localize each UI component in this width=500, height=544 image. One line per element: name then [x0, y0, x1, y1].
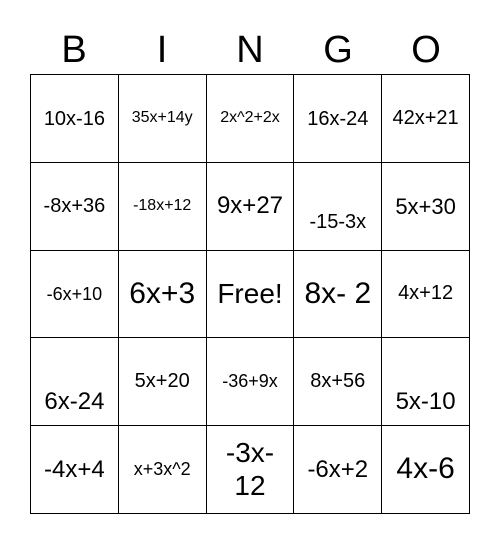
- bingo-cell-text: Free!: [217, 277, 283, 309]
- bingo-cell-r1c3[interactable]: [207, 75, 295, 163]
- bingo-cell-text: 35x+14y: [131, 109, 193, 126]
- bingo-cell-r1c1[interactable]: [31, 75, 119, 163]
- bingo-cell-r5c1[interactable]: [31, 426, 119, 514]
- bingo-cell-text: -4x+4: [44, 455, 105, 483]
- bingo-cell-r2c4[interactable]: [294, 163, 382, 251]
- bingo-cell-text: -6x+2: [307, 455, 369, 483]
- bingo-header: [30, 26, 470, 74]
- bingo-cell-r2c5[interactable]: [382, 163, 470, 251]
- bingo-cell-text: -15-3x: [309, 210, 367, 233]
- bingo-cell-text: 5x+30: [395, 193, 456, 219]
- bingo-cell-r4c2[interactable]: [119, 338, 207, 426]
- bingo-cell-text: 8x- 2: [304, 276, 372, 310]
- bingo-cell-text: 4x+12: [398, 282, 454, 305]
- bingo-cell-text: -18x+12: [133, 197, 192, 214]
- header-letter-i: I: [156, 29, 168, 71]
- bingo-cell-text: 4x-6: [396, 452, 455, 486]
- bingo-cell-r3c4[interactable]: [294, 251, 382, 339]
- bingo-cell-r1c4[interactable]: [294, 75, 382, 163]
- bingo-cell-text: 16x-24: [307, 107, 369, 130]
- bingo-cell-text: -36+9x: [222, 371, 278, 392]
- header-letter-n: N: [236, 29, 264, 71]
- bingo-cell-r1c2[interactable]: [119, 75, 207, 163]
- bingo-cell-text: 10x-16: [43, 107, 105, 130]
- bingo-cell-r3c1[interactable]: [31, 251, 119, 339]
- bingo-cell-r2c3[interactable]: [207, 163, 295, 251]
- bingo-cell-text: -8x+36: [43, 194, 106, 217]
- bingo-cell-r5c2[interactable]: [119, 426, 207, 514]
- bingo-cell-text: 6x-24: [44, 387, 105, 415]
- bingo-cell-text: 8x+56: [310, 370, 366, 393]
- bingo-cell-r4c1[interactable]: [31, 338, 119, 426]
- bingo-cell-text: x+3x^2: [133, 459, 191, 480]
- bingo-cell-r5c3[interactable]: [207, 426, 295, 514]
- bingo-cell-r2c1[interactable]: [31, 163, 119, 251]
- bingo-cell-r4c5[interactable]: [382, 338, 470, 426]
- bingo-card-grid: [30, 74, 470, 514]
- bingo-cell-r1c5[interactable]: [382, 75, 470, 163]
- bingo-cell-text: 6x+3: [129, 276, 196, 310]
- bingo-cell-text: 42x+21: [392, 107, 459, 129]
- bingo-cell-r4c3[interactable]: [207, 338, 295, 426]
- header-letter-b: B: [61, 29, 87, 71]
- bingo-cell-r3c3[interactable]: [207, 251, 295, 339]
- header-letter-o: O: [411, 29, 441, 71]
- bingo-cell-text: 5x+20: [134, 370, 190, 393]
- bingo-cell-text: -6x+10: [46, 283, 103, 304]
- bingo-cell-text: 2x^2+2x: [220, 109, 280, 126]
- bingo-cell-text: 5x-10: [395, 387, 456, 415]
- bingo-cell-text: -3x-12: [225, 437, 275, 501]
- bingo-cell-r5c5[interactable]: [382, 426, 470, 514]
- bingo-cell-r4c4[interactable]: [294, 338, 382, 426]
- bingo-cell-r3c5[interactable]: [382, 251, 470, 339]
- bingo-cell-r2c2[interactable]: [119, 163, 207, 251]
- bingo-cell-text: 9x+27: [216, 192, 284, 220]
- header-letter-g: G: [323, 29, 353, 71]
- bingo-cell-r5c4[interactable]: [294, 426, 382, 514]
- bingo-cell-r3c2[interactable]: [119, 251, 207, 339]
